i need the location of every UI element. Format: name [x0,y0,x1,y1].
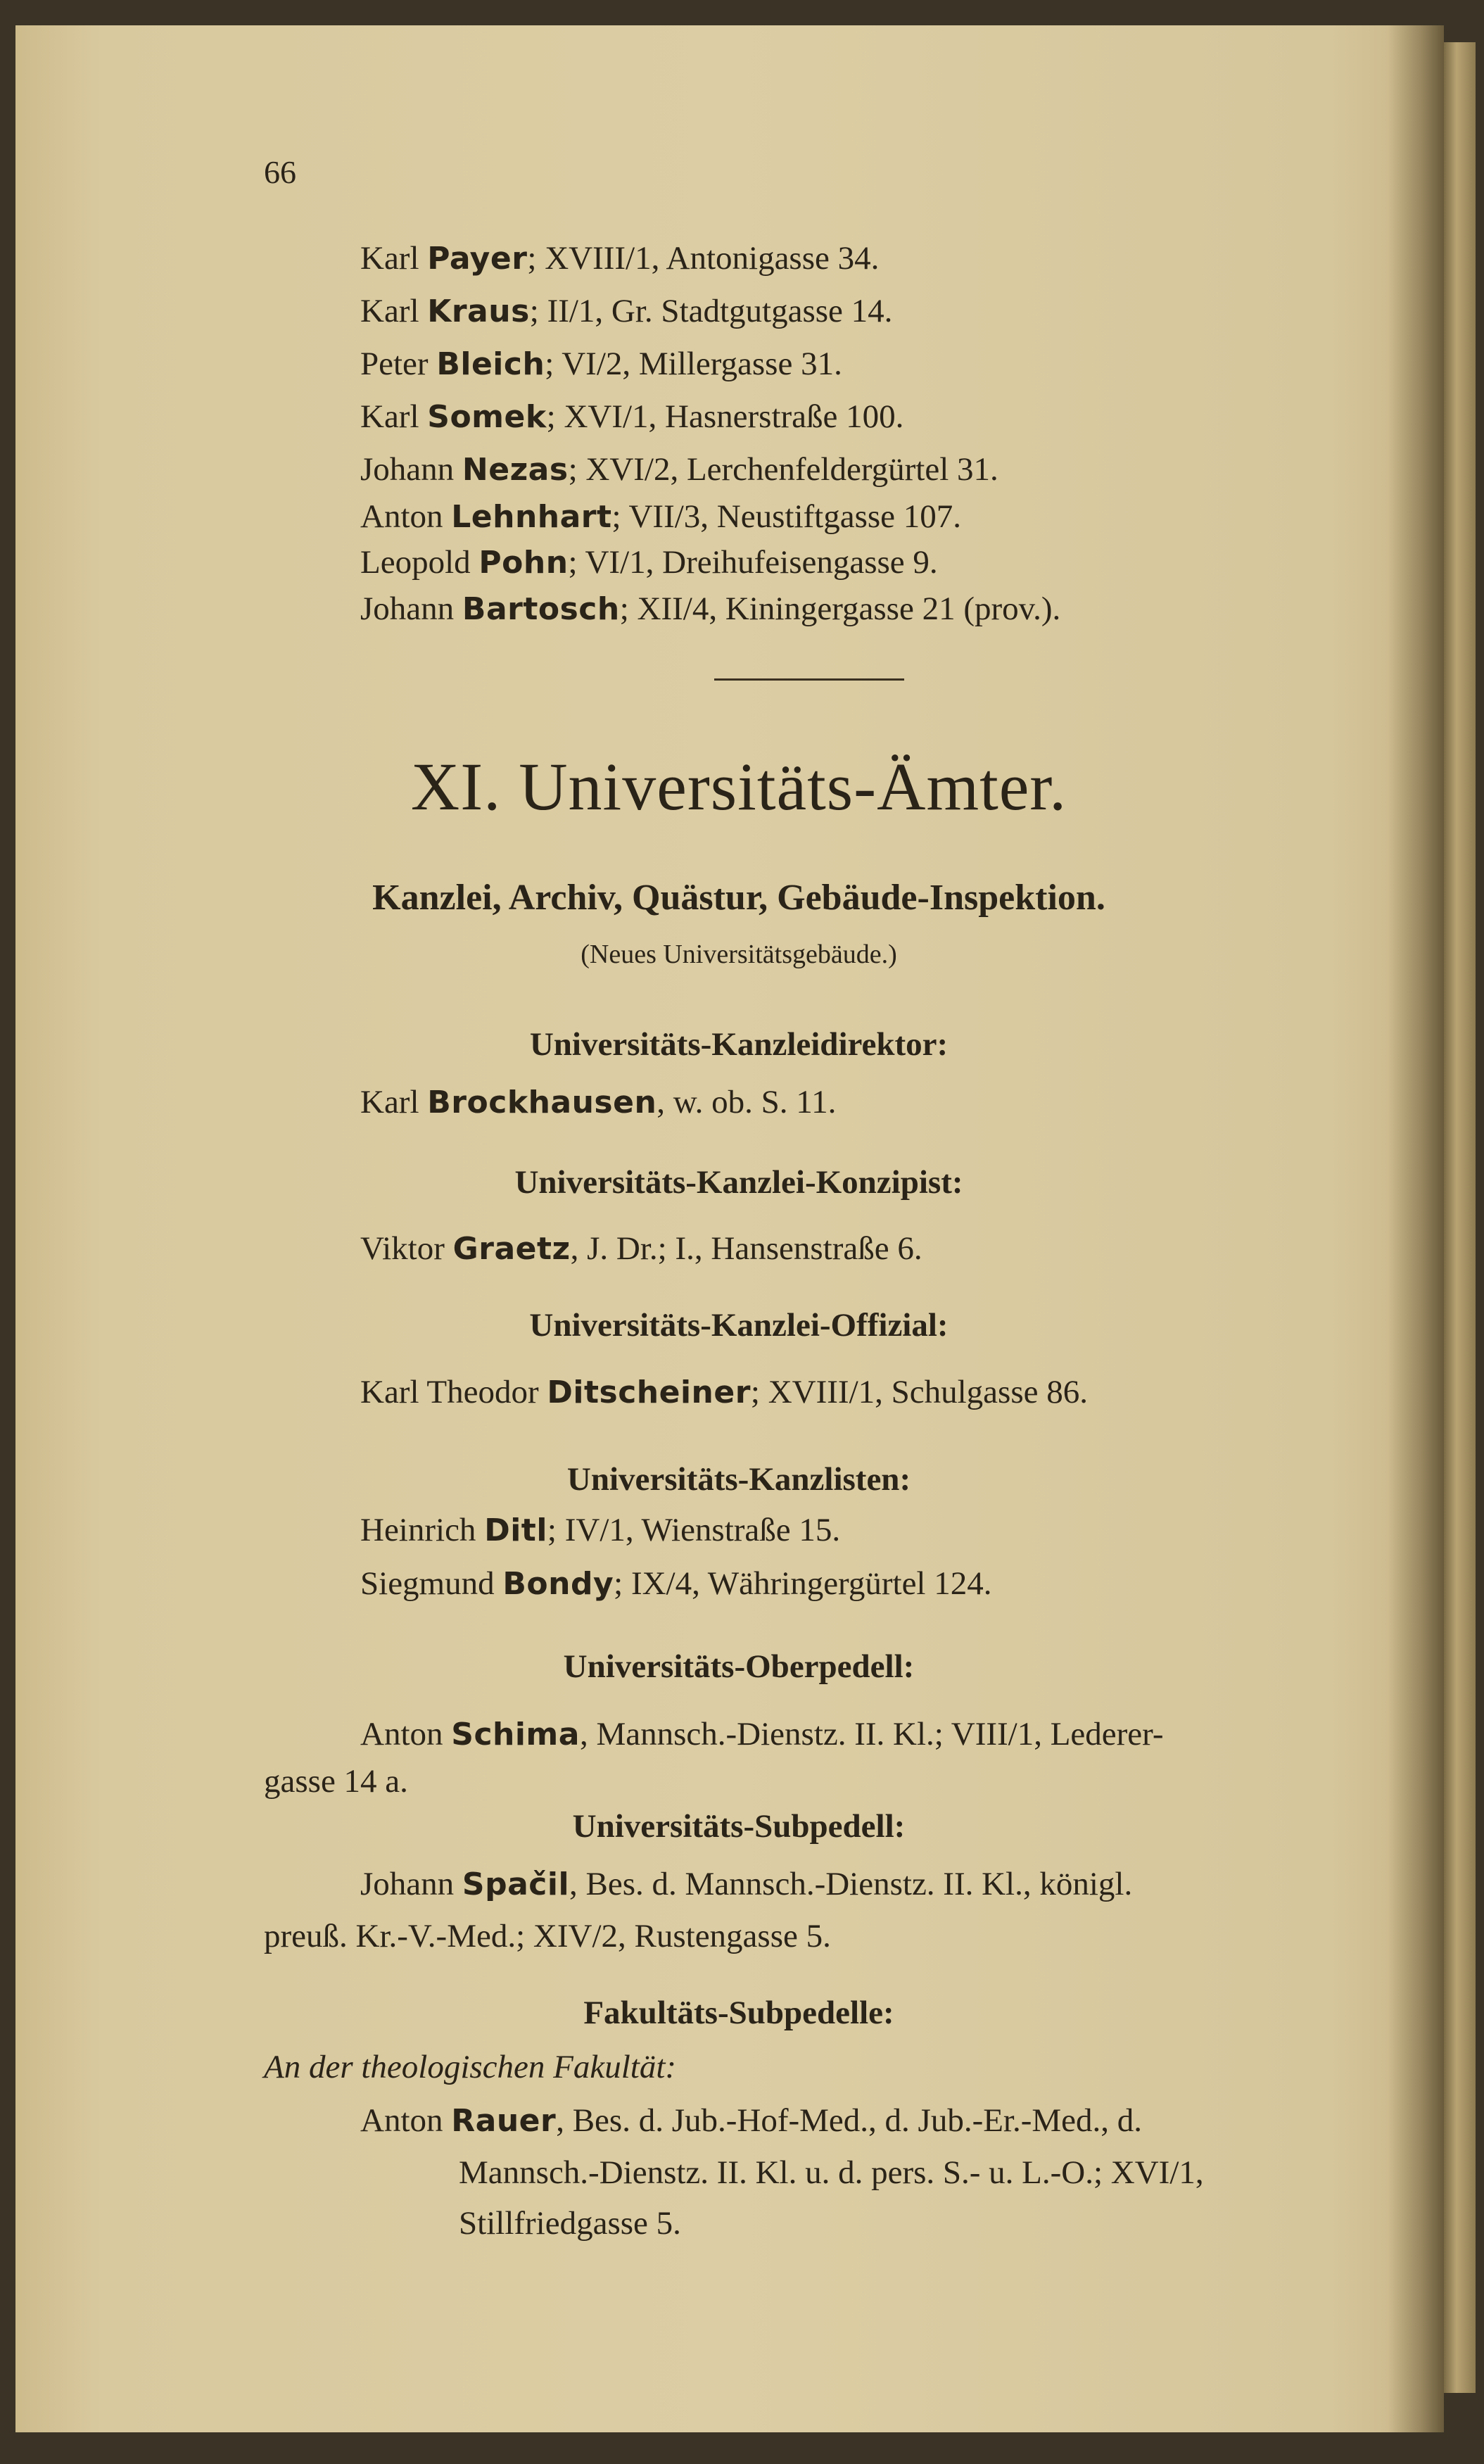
page-number: 66 [264,154,296,190]
list-item-continuation: Stillfriedgasse 5. [459,2205,681,2242]
office-heading: Universitäts-Kanzleidirektor: [529,1026,949,1063]
surname: Bartosch [462,591,620,627]
surname: Pohn [478,545,569,581]
surname: Brockhausen [427,1085,657,1120]
gutter-shadow [1388,25,1444,2432]
surname: Lehnhart [451,499,612,535]
office-heading: Universitäts-Oberpedell: [563,1648,915,1685]
surname: Ditscheiner [547,1375,751,1410]
list-item: Peter Bleich; VI/2, Millergasse 31. [360,346,842,382]
surname: Ditl [484,1512,547,1548]
office-heading: Universitäts-Kanzlei-Konzipist: [514,1164,963,1201]
surname: Bleich [436,346,545,382]
list-item: Karl Somek; XVI/1, Hasnerstraße 100. [360,398,904,435]
list-item-continuation: preuß. Kr.-V.-Med.; XIV/2, Rustengasse 5. [264,1918,831,1954]
list-item: Siegmund Bondy; IX/4, Währingergürtel 124. [360,1565,992,1602]
office-heading: Universitäts-Subpedell: [572,1808,906,1845]
surname: Kraus [427,293,530,329]
list-item: Karl Theodor Ditscheiner; XVIII/1, Schulgasse 86. [360,1374,1088,1410]
list-item: Johann Spačil, Bes. d. Mannsch.-Dienstz. II. Kl., königl. [360,1866,1133,1902]
surname: Somek [427,399,547,435]
faculty-subheading: An der theologischen Fakultät: [264,2049,677,2085]
page-edge [1444,42,1476,2393]
section-subtitle: Kanzlei, Archiv, Quästur, Gebäude-Inspektion. [372,878,1105,918]
section-note: (Neues Universitätsgebäude.) [581,940,897,969]
list-item-continuation: Mannsch.-Dienstz. II. Kl. u. d. pers. S.- u. L.-O.; XVI/1, [459,2154,1204,2191]
section-title: XI. Universitäts-Ämter. [410,749,1067,824]
section-divider [714,678,904,681]
list-item: Viktor Graetz, J. Dr.; I., Hansenstraße 6. [360,1230,922,1267]
office-heading: Universitäts-Kanzlisten: [566,1461,911,1498]
surname: Payer [427,241,528,277]
list-item: Leopold Pohn; VI/1, Dreihufeisengasse 9. [360,544,938,581]
list-item: Anton Lehnhart; VII/3, Neustiftgasse 107. [360,498,962,535]
book-page [15,25,1444,2432]
list-item: Johann Nezas; XVI/2, Lerchenfeldergürtel 31. [360,451,998,488]
surname: Schima [451,1717,580,1752]
list-item: Karl Payer; XVIII/1, Antonigasse 34. [360,240,880,277]
office-heading: Universitäts-Kanzlei-Offizial: [529,1307,949,1344]
list-item: Johann Bartosch; XII/4, Kiningergasse 21 (prov.). [360,590,1061,627]
surname: Spačil [462,1866,570,1902]
list-item-continuation: gasse 14 a. [264,1763,408,1800]
surname: Rauer [451,2103,557,2139]
list-item: Karl Kraus; II/1, Gr. Stadtgutgasse 14. [360,293,893,329]
office-heading: Fakultäts-Subpedelle: [583,1995,894,2031]
list-item: Karl Brockhausen, w. ob. S. 11. [360,1084,837,1120]
surname: Bondy [502,1566,614,1602]
surname: Graetz [452,1231,571,1267]
surname: Nezas [462,452,569,488]
list-item: Heinrich Ditl; IV/1, Wienstraße 15. [360,1512,841,1548]
list-item: Anton Rauer, Bes. d. Jub.-Hof-Med., d. Jub.-Er.-Med., d. [360,2102,1143,2139]
list-item: Anton Schima, Mannsch.-Dienstz. II. Kl.; VIII/1, Lederer- [360,1716,1164,1752]
